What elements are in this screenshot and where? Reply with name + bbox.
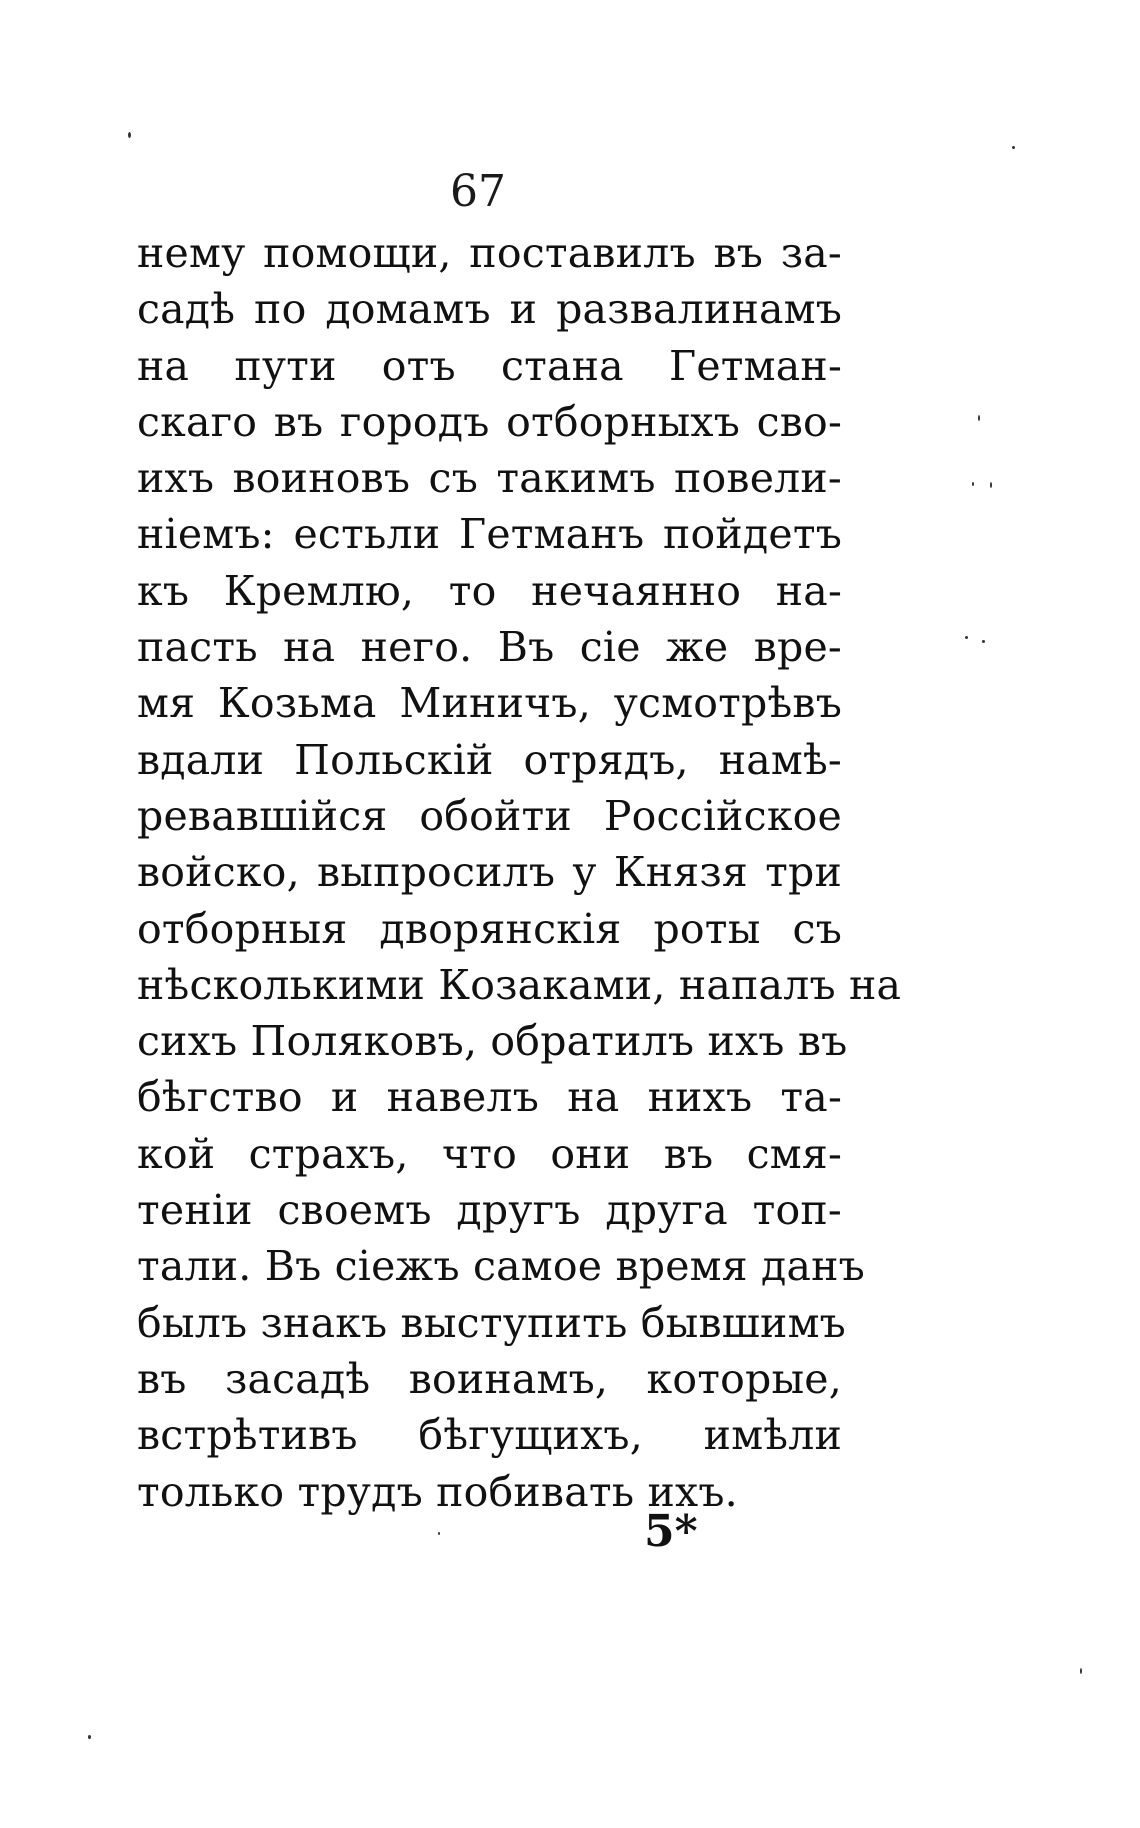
text-line: къ Кремлю, то нечаянно на- [137,566,842,615]
text-line: тенiи своемъ другъ друга топ- [137,1186,842,1235]
text-line: войско, выпросилъ у Князя три [137,848,842,897]
text-line: нiемъ: естьли Гетманъ пойдетъ [137,510,842,559]
scan-speck [438,1532,440,1535]
text-line: на пути отъ стана Гетман- [137,341,842,390]
signature-mark: 5* [644,1506,698,1557]
scan-speck [978,415,980,421]
scan-speck [1080,1668,1082,1674]
text-line: скаго въ городъ отборныхъ сво- [137,397,842,446]
scan-speck [982,640,985,643]
page-number: 67 [450,166,506,217]
text-line: тали. Въ сiежъ самое время данъ [137,1242,865,1291]
text-line: нѣсколькими Козаками, напалъ на [137,960,902,1009]
text-line: въ засадѣ воинамъ, которые, [137,1354,842,1403]
scan-speck [972,482,974,486]
text-line: былъ знакъ выступить бывшимъ [137,1298,846,1347]
text-line: бѣгство и навелъ на нихъ та- [137,1073,842,1122]
scan-speck [965,636,968,639]
text-line: вдали Польскiй отрядъ, намѣ- [137,735,842,784]
text-line: пасть на него. Въ сiе же вре- [137,623,842,672]
text-line: кой страхъ, что они въ смя- [137,1129,842,1178]
text-line: ревавшiйся обойти Россiйское [137,791,842,840]
text-line: сихъ Поляковъ, обратилъ ихъ въ [137,1017,848,1066]
text-line: встрѣтивъ бѣгущихъ, имѣли [137,1411,842,1460]
text-line: ихъ воиновъ съ такимъ повели- [137,454,842,503]
scan-speck [88,1735,91,1739]
text-line: только трудъ побивать ихъ. [137,1467,738,1516]
text-line: отборныя дворянскiя роты съ [137,904,842,953]
body-text [137,225,902,1520]
text-line: мя Козьма Миничъ, усмотрѣвъ [137,679,842,728]
scan-speck [990,482,992,488]
text-line: садѣ по домамъ и развалинамъ [137,285,842,334]
scan-speck [1012,146,1015,149]
scan-speck [128,132,131,138]
text-line: нему помощи, поставилъ въ за- [137,229,842,277]
